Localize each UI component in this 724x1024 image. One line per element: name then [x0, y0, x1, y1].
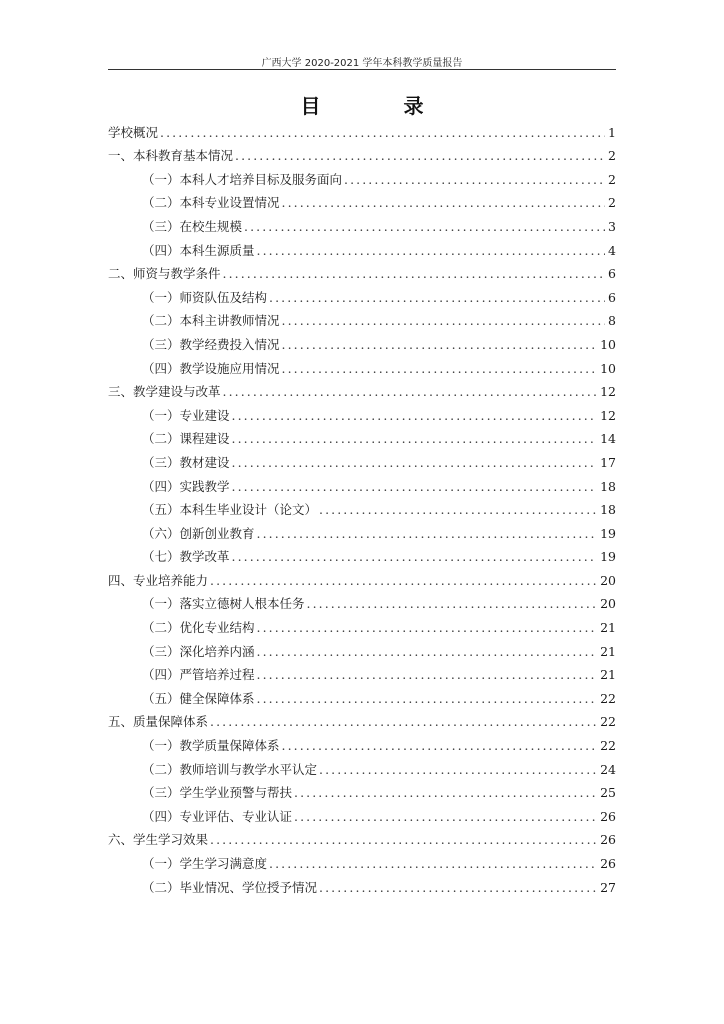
toc-entry[interactable] — [108, 423, 616, 447]
toc-dot-leader — [282, 338, 598, 352]
toc-entry[interactable] — [108, 116, 616, 140]
header-divider — [108, 69, 616, 70]
toc-entry[interactable] — [108, 281, 616, 305]
toc-entry-page: 4 — [608, 242, 616, 258]
toc-entry-page: 25 — [600, 785, 616, 801]
toc-entry-label: （一）教学质量保障体系 — [142, 738, 280, 754]
toc-entry-page: 22 — [600, 738, 616, 754]
toc-entry[interactable] — [108, 871, 616, 895]
toc-dot-leader — [282, 196, 606, 210]
toc-entry[interactable] — [108, 729, 616, 753]
toc-entry-label: （四）专业评估、专业认证 — [142, 808, 293, 824]
toc-dot-leader — [223, 267, 606, 281]
toc-dot-leader — [160, 126, 605, 140]
page-title: 目 录 — [300, 94, 462, 118]
toc-dot-leader — [257, 621, 598, 635]
toc-dot-leader — [344, 173, 605, 187]
toc-entry-page: 17 — [600, 454, 616, 470]
toc-dot-leader — [319, 881, 597, 895]
toc-entry-page: 18 — [600, 478, 616, 494]
toc-entry-page: 22 — [600, 714, 616, 730]
toc-entry[interactable] — [108, 470, 616, 494]
toc-entry-label: （二）优化专业结构 — [142, 620, 255, 636]
toc-entry-label: 三、教学建设与改革 — [108, 384, 221, 400]
toc-entry-page: 2 — [608, 195, 616, 211]
toc-dot-leader — [319, 503, 597, 517]
toc-entry-label: 学校概况 — [108, 124, 159, 140]
toc-entry-label: （四）本科生源质量 — [142, 242, 255, 258]
toc-entry-page: 20 — [600, 596, 616, 612]
toc-dot-leader — [257, 527, 598, 541]
toc-entry[interactable] — [108, 635, 616, 659]
toc-entry-page: 18 — [600, 502, 616, 518]
toc-dot-leader — [319, 763, 597, 777]
toc-dot-leader — [210, 715, 597, 729]
toc-entry-label: （六）创新创业教育 — [142, 525, 255, 541]
toc-dot-leader — [257, 668, 598, 682]
toc-entry[interactable] — [108, 258, 616, 282]
toc-entry-page: 26 — [600, 856, 616, 871]
toc-entry[interactable] — [108, 706, 616, 730]
toc-dot-leader — [294, 786, 597, 800]
toc-entry-page: 27 — [600, 879, 616, 895]
toc-entry[interactable] — [108, 446, 616, 470]
toc-dot-leader — [307, 597, 598, 611]
toc-entry-label: （五）本科生毕业设计（论文） — [142, 502, 318, 518]
toc-entry-page: 2 — [608, 171, 616, 187]
toc-entry[interactable] — [108, 187, 616, 211]
toc-dot-leader — [269, 291, 605, 305]
toc-entry[interactable] — [108, 611, 616, 635]
toc-entry-page: 26 — [600, 808, 616, 824]
toc-entry[interactable] — [108, 753, 616, 777]
toc-entry-page: 3 — [608, 218, 616, 234]
toc-entry-label: 五、质量保障体系 — [108, 714, 209, 730]
toc-entry-label: （三）深化培养内涵 — [142, 643, 255, 659]
toc-entry-page: 12 — [600, 384, 616, 400]
toc-dot-leader — [244, 220, 605, 234]
toc-entry[interactable] — [108, 163, 616, 187]
toc-entry-page: 10 — [600, 336, 616, 352]
toc-dot-leader — [294, 810, 597, 824]
toc-entry[interactable] — [108, 800, 616, 824]
toc-dot-leader — [282, 362, 598, 376]
toc-entry-page: 21 — [600, 667, 616, 683]
toc-dot-leader — [235, 149, 605, 163]
toc-entry-label: （三）教学经费投入情况 — [142, 336, 280, 352]
toc-entry-label: （三）教材建设 — [142, 454, 230, 470]
toc-entry-label: （四）严管培养过程 — [142, 667, 255, 683]
toc-entry[interactable] — [108, 234, 616, 258]
toc-entry[interactable] — [108, 682, 616, 706]
toc-entry-label: （二）本科主讲教师情况 — [142, 313, 280, 329]
toc-dot-leader — [257, 244, 606, 258]
toc-entry-label: 四、专业培养能力 — [108, 572, 209, 588]
toc-entry-label: （一）学生学习满意度 — [142, 856, 268, 871]
toc-entry-page: 22 — [600, 690, 616, 706]
toc-entry[interactable] — [108, 588, 616, 612]
toc-dot-leader — [223, 385, 598, 399]
toc-dot-leader — [257, 692, 598, 706]
toc-entry-page: 1 — [608, 124, 616, 140]
toc-entry-label: （一）落实立德树人根本任务 — [142, 596, 305, 612]
toc-entry[interactable] — [108, 824, 616, 848]
toc-dot-leader — [232, 432, 598, 446]
toc-dot-leader — [282, 739, 598, 753]
toc-dot-leader — [232, 409, 598, 423]
toc-entry[interactable] — [108, 352, 616, 376]
table-of-contents — [108, 116, 616, 895]
toc-entry[interactable] — [108, 305, 616, 329]
page-header: 广西大学 2020-2021 学年本科教学质量报告 — [261, 58, 463, 69]
toc-entry-label: （一）本科人才培养目标及服务面向 — [142, 171, 343, 187]
toc-entry-page: 19 — [600, 549, 616, 565]
toc-entry[interactable] — [108, 517, 616, 541]
toc-entry-label: （一）专业建设 — [142, 407, 230, 423]
toc-entry-label: （二）教师培训与教学水平认定 — [142, 761, 318, 777]
toc-entry[interactable] — [108, 210, 616, 234]
toc-entry[interactable] — [108, 140, 616, 164]
toc-entry-label: （二）本科专业设置情况 — [142, 195, 280, 211]
toc-dot-leader — [210, 574, 597, 588]
toc-entry-page: 2 — [608, 148, 616, 164]
toc-dot-leader — [282, 314, 606, 328]
toc-dot-leader — [232, 456, 598, 470]
toc-entry-page: 14 — [600, 431, 616, 447]
toc-entry-page: 19 — [600, 525, 616, 541]
toc-entry-page: 10 — [600, 360, 616, 376]
toc-entry-label: （四）实践教学 — [142, 478, 230, 494]
toc-entry-page: 20 — [600, 572, 616, 588]
toc-entry-label: （三）在校生规模 — [142, 218, 243, 234]
toc-entry-label: （三）学生学业预警与帮扶 — [142, 785, 293, 801]
toc-dot-leader — [269, 857, 597, 871]
toc-entry-label: （七）教学改革 — [142, 549, 230, 565]
toc-entry-label: （二）毕业情况、学位授予情况 — [142, 879, 318, 895]
toc-entry[interactable] — [108, 541, 616, 565]
toc-dot-leader — [232, 550, 598, 564]
toc-entry[interactable] — [108, 777, 616, 801]
toc-entry[interactable] — [108, 376, 616, 400]
toc-entry[interactable] — [108, 399, 616, 423]
toc-entry-page: 8 — [608, 313, 616, 329]
toc-entry-label: （四）教学设施应用情况 — [142, 360, 280, 376]
toc-entry-label: （二）课程建设 — [142, 431, 230, 447]
toc-entry-label: 六、学生学习效果 — [108, 832, 209, 848]
toc-entry-page: 21 — [600, 620, 616, 636]
toc-entry[interactable] — [108, 494, 616, 518]
toc-entry-label: 一、本科教育基本情况 — [108, 148, 234, 164]
toc-entry[interactable] — [108, 328, 616, 352]
toc-entry-page: 26 — [600, 832, 616, 848]
toc-entry-page: 12 — [600, 407, 616, 423]
toc-entry-page: 6 — [608, 266, 616, 282]
toc-dot-leader — [257, 645, 598, 659]
toc-entry-page: 21 — [600, 643, 616, 659]
toc-dot-leader — [232, 480, 598, 494]
toc-entry-label: 二、师资与教学条件 — [108, 266, 221, 282]
toc-dot-leader — [210, 833, 597, 847]
toc-entry[interactable] — [108, 847, 616, 871]
toc-entry-label: （一）师资队伍及结构 — [142, 289, 268, 305]
toc-entry[interactable] — [108, 659, 616, 683]
toc-entry-page: 24 — [600, 761, 616, 777]
toc-entry-label: （五）健全保障体系 — [142, 690, 255, 706]
toc-entry-page: 6 — [608, 289, 616, 305]
toc-entry[interactable] — [108, 564, 616, 588]
